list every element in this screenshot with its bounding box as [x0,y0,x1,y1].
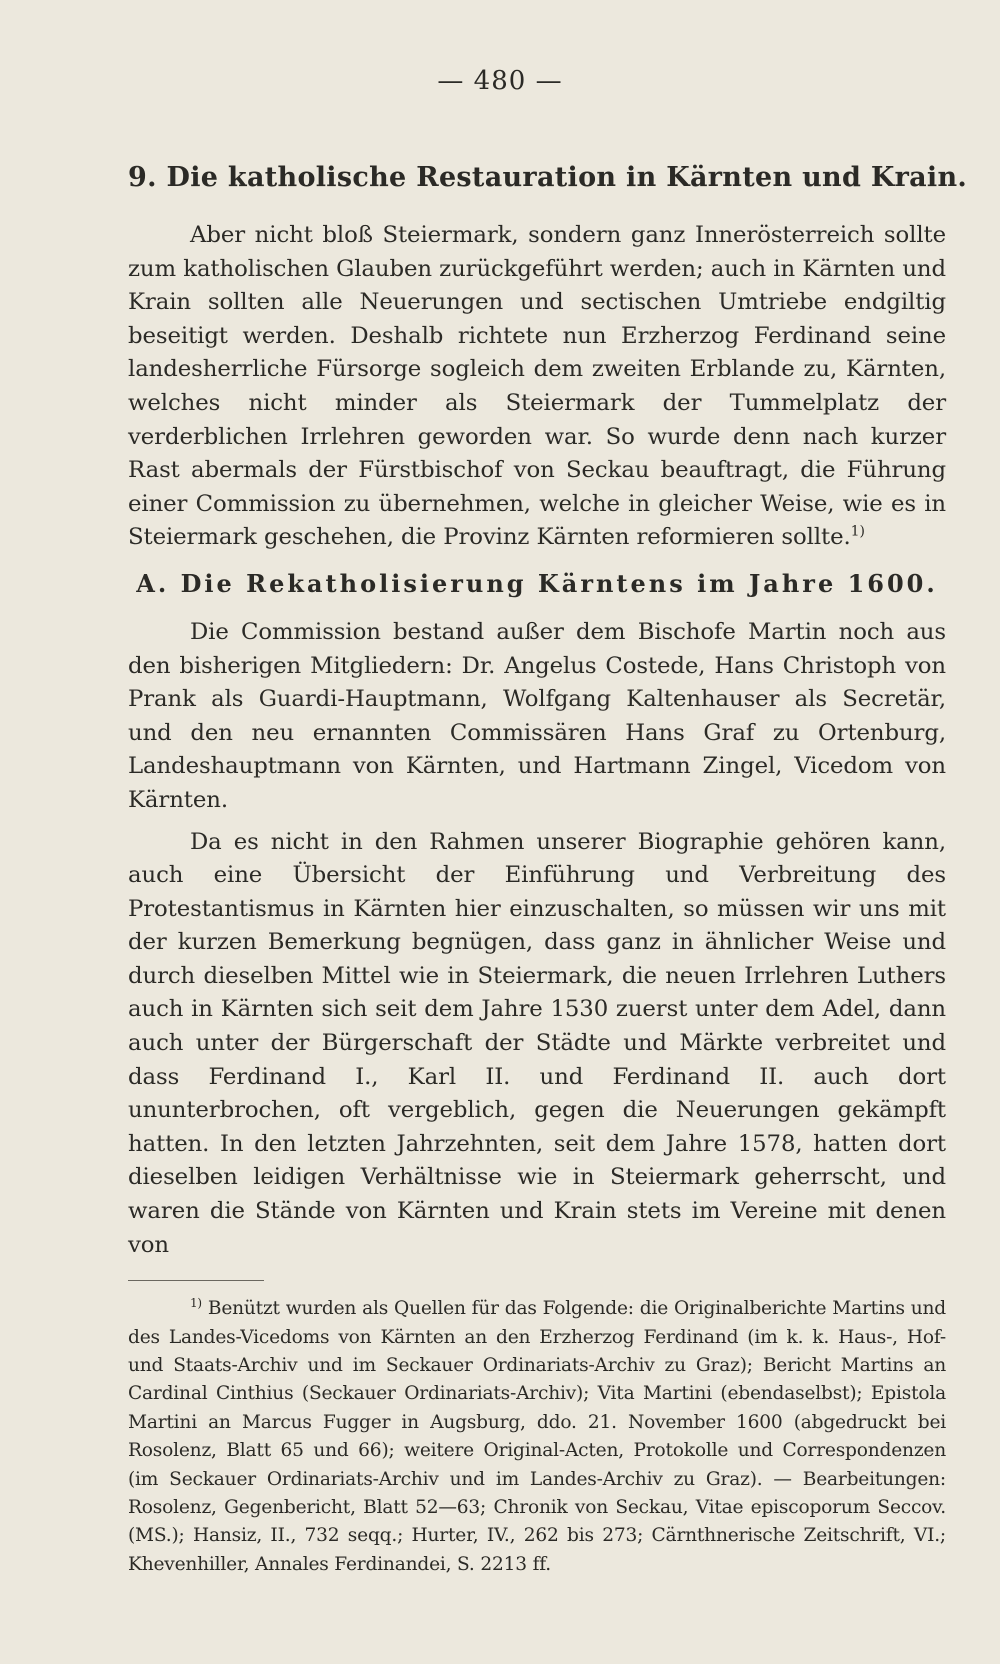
footnote [128,1295,946,1579]
paragraph-protestantism: Da es nicht in den Rahmen unserer Biographie gehören kann, auch eine Übersicht der Einführung und Verbreitung des Protestantismus in Kärnten hier einzuschalten, so müssen wir uns mit der kurzen Bemerkung begnügen, dass ganz in ähnlicher Weise und durch dieselben Mittel wie in Steiermark, die neuen Irrlehren Luthers auch in Kärnten sich seit dem Jahre 1530 zuerst unter dem Adel, dann auch unter der Bürgerschaft der Städte und Märkte verbreitet und dass Ferdinand I., Karl II. und Ferdinand II. auch dort ununterbrochen, oft vergeblich, gegen die Neuerungen gekämpft hatten. In den letzten Jahrzehnten, seit dem Jahre 1578, hatten dort dieselben leidigen Verhältnisse wie in Steiermark geherrscht, und waren die Stände von Kärnten und Krain stets im Vereine mit denen von [128,828,946,1258]
footnote-text: Benützt wurden als Quellen für das Folgende: die Originalberichte Martins und des Landes-Vicedoms von Kärnten an den Erzherzog Ferdinand (im k. k. Haus-, Hof- und Staats-Archiv und im Seckauer Ordinariats-Archiv zu Graz); Bericht Martins an Cardinal Cinthius (Seckauer Ordinariats-Archiv); Vita Martini (ebendaselbst); Epistola Martini an Marcus Fugger in Augsburg, ddo. 21. November 1600 (abgedruckt bei Rosolenz, Blatt 65 und 66); weitere Original-Acten, Protokolle und Correspondenzen (im Seckauer Ordinariats-Archiv und im Landes-Archiv zu Graz). — Bearbeitungen: Rosolenz, Gegenbericht, Blatt 52—63; Chronik von Seckau, Vitae episcoporum Seccov. (MS.); Hansiz, II., 732 seqq.; Hurter, IV., 262 bis 273; Cärnthnerische Zeitschrift, VI.; Khevenhiller, Annales Ferdinandei, S. 2213 ff. [128,1298,946,1575]
subsection-heading: A. Die Rekatholisierung Kärntens im Jahre 1600. [136,568,938,598]
page-content [128,162,968,1579]
section-title: 9. Die katholische Restauration in Kärnten und Krain. [128,162,968,193]
footnote-separator [128,1280,264,1281]
paragraph-intro-text: Aber nicht bloß Steiermark, sondern ganz Innerösterreich sollte zum katholischen Glauben zurückgeführt werden; auch in Kärnten und Krain sollten alle Neuerungen und sectischen Umtriebe endgiltig beseitigt werden. Deshalb richtete nun Erzherzog Ferdinand seine landesherrliche Fürsorge sogleich dem zweiten Erblande zu, Kärnten, welches nicht minder als Steiermark der Tummelplatz der verderblichen Irrlehren geworden war. So wurde denn nach kurzer Rast abermals der Fürstbischof von Seckau beauftragt, die Führung einer Commission zu übernehmen, welche in gleicher Weise, wie es in Steiermark geschehen, die Provinz Kärnten reformieren sollte. [128,222,946,551]
footnote-reference: 1) [850,523,865,540]
page-number: — 480 — [437,66,563,96]
paragraph-intro [128,219,946,555]
footnote-marker: 1) [190,1296,202,1311]
paragraph-commission: Die Commission bestand außer dem Bischofe Martin noch aus den bisherigen Mitgliedern: Dr. Angelus Costede, Hans Christoph von Prank als Guardi-Hauptmann, Wolfgang Kaltenhauser als Secretär, und den neu ernannten Commissären Hans Graf zu Ortenburg, Landeshauptmann von Kärnten, und Hartmann Zingel, Vicedom von Kärnten. [128,618,946,813]
